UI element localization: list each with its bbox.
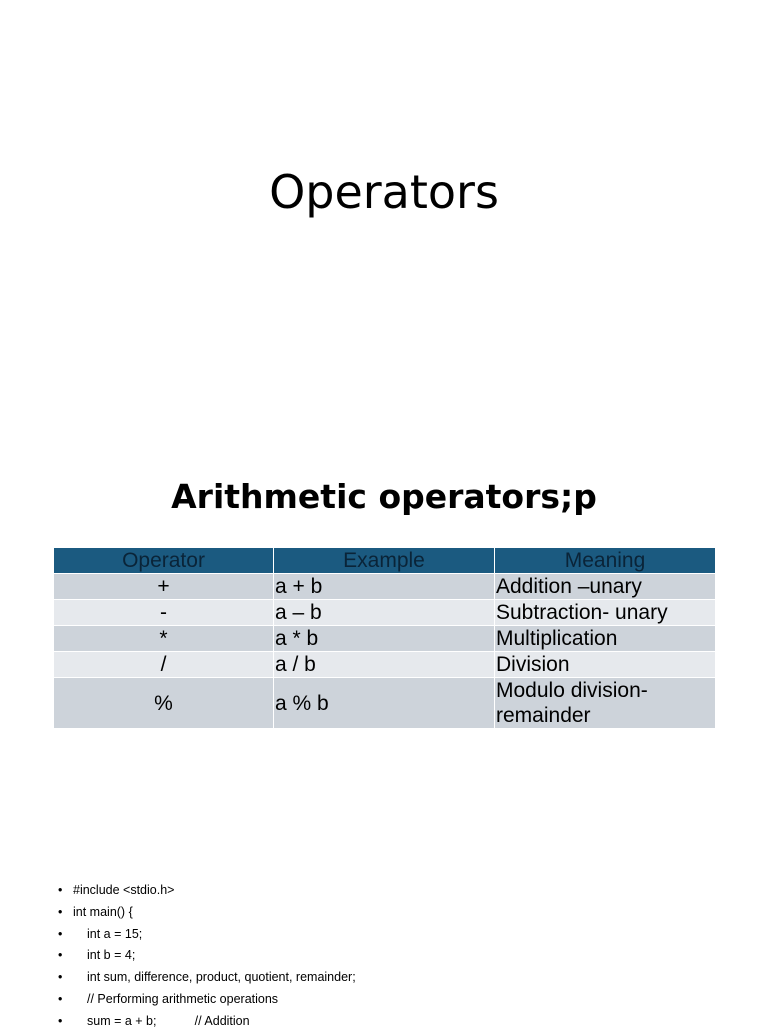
- code-line: // Performing arithmetic operations: [87, 991, 279, 1006]
- meaning-cell: Division: [495, 652, 716, 678]
- header-operator: Operator: [54, 548, 274, 574]
- example-cell: a % b: [274, 678, 495, 729]
- operator-cell: %: [54, 678, 274, 729]
- table-row: [54, 652, 716, 678]
- section-heading: Arithmetic operators;p: [171, 477, 597, 516]
- operator-cell: *: [54, 626, 274, 652]
- bullet-icon: •: [58, 1013, 63, 1028]
- meaning-cell: Modulo division-remainder: [495, 678, 716, 729]
- bullet-icon: •: [58, 948, 63, 963]
- bullet-icon: •: [58, 904, 63, 919]
- table-header-row: [54, 548, 716, 574]
- table-row: [54, 574, 716, 600]
- code-line: int b = 4;: [87, 948, 136, 963]
- meaning-cell: Addition –unary: [495, 574, 716, 600]
- code-line: int a = 15;: [87, 926, 143, 941]
- header-meaning: Meaning: [495, 548, 716, 574]
- table-row: [54, 678, 716, 729]
- code-line: int main() {: [73, 904, 133, 919]
- table-row: [54, 626, 716, 652]
- code-line: #include <stdio.h>: [73, 883, 175, 897]
- meaning-cell: Multiplication: [495, 626, 716, 652]
- code-line: sum = a + b; // Addition: [87, 1013, 250, 1028]
- example-cell: a * b: [274, 626, 495, 652]
- bullet-icon: •: [58, 991, 63, 1006]
- bullet-icon: •: [58, 970, 63, 985]
- example-cell: a – b: [274, 600, 495, 626]
- example-cell: a + b: [274, 574, 495, 600]
- example-cell: a / b: [274, 652, 495, 678]
- bullet-icon: •: [58, 926, 63, 941]
- table-row: [54, 600, 716, 626]
- operator-cell: /: [54, 652, 274, 678]
- slide-title: Operators: [269, 165, 499, 219]
- operators-table: [53, 547, 716, 729]
- operator-cell: -: [54, 600, 274, 626]
- code-line: int sum, difference, product, quotient, remainder;: [87, 970, 356, 985]
- meaning-cell: Subtraction- unary: [495, 600, 716, 626]
- operator-cell: +: [54, 574, 274, 600]
- bullet-icon: •: [58, 883, 63, 897]
- header-example: Example: [274, 548, 495, 574]
